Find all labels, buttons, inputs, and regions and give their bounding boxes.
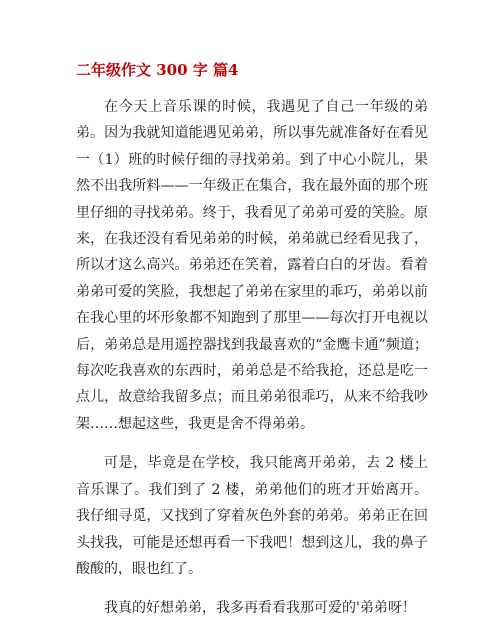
document-title: 二年级作文 300 字 篇4 [76, 61, 239, 79]
document-page [76, 60, 428, 622]
paragraph-3: 我真的好想弟弟，我多再看看我那可爱的'弟弟呀！ [104, 600, 416, 617]
paragraph-1: 在今天上音乐课的时候，我遇见了自己一年级的弟弟。因为我就知道能遇见弟弟，所以事先就准备好在看见一（1）班的时候仔细的寻找弟弟。到了中心小院儿，果然不出我所料——一年级正在集合，我在最外面的那个班里仔细的寻找弟弟。终于，我看见了弟弟可爱的笑脸。原来，在我还没有看见弟弟的时候，弟弟就已经看见我了，所以才这么高兴。弟弟还在笑着，露着白白的牙齿。看着弟弟可爱的笑脸，我想起了弟弟在家里的乖巧，弟弟以前在我心里的坏形象都不知跑到了那里——每次打开电视以后，弟弟总是用遥控器找到我最喜欢的“金鹰卡通”频道；每次吃我喜欢的东西时，弟弟总是不给我抢，还总是吃一点儿，故意给我留多点；而且弟弟很乖巧，从来不给我吵架……想起这些，我更是舍不得弟弟。 [76, 99, 428, 432]
paragraph-2: 可是，毕竟是在学校，我只能离开弟弟，去 2 楼上音乐课了。我们到了 2 楼，弟弟他们的班才开始离开。我仔细寻觅，又找到了穿着灰色外套的弟弟。弟弟正在回头找我，可能是还想再看一下我吧！想到这儿，我的鼻子酸酸的，眼也红了。 [76, 455, 428, 577]
